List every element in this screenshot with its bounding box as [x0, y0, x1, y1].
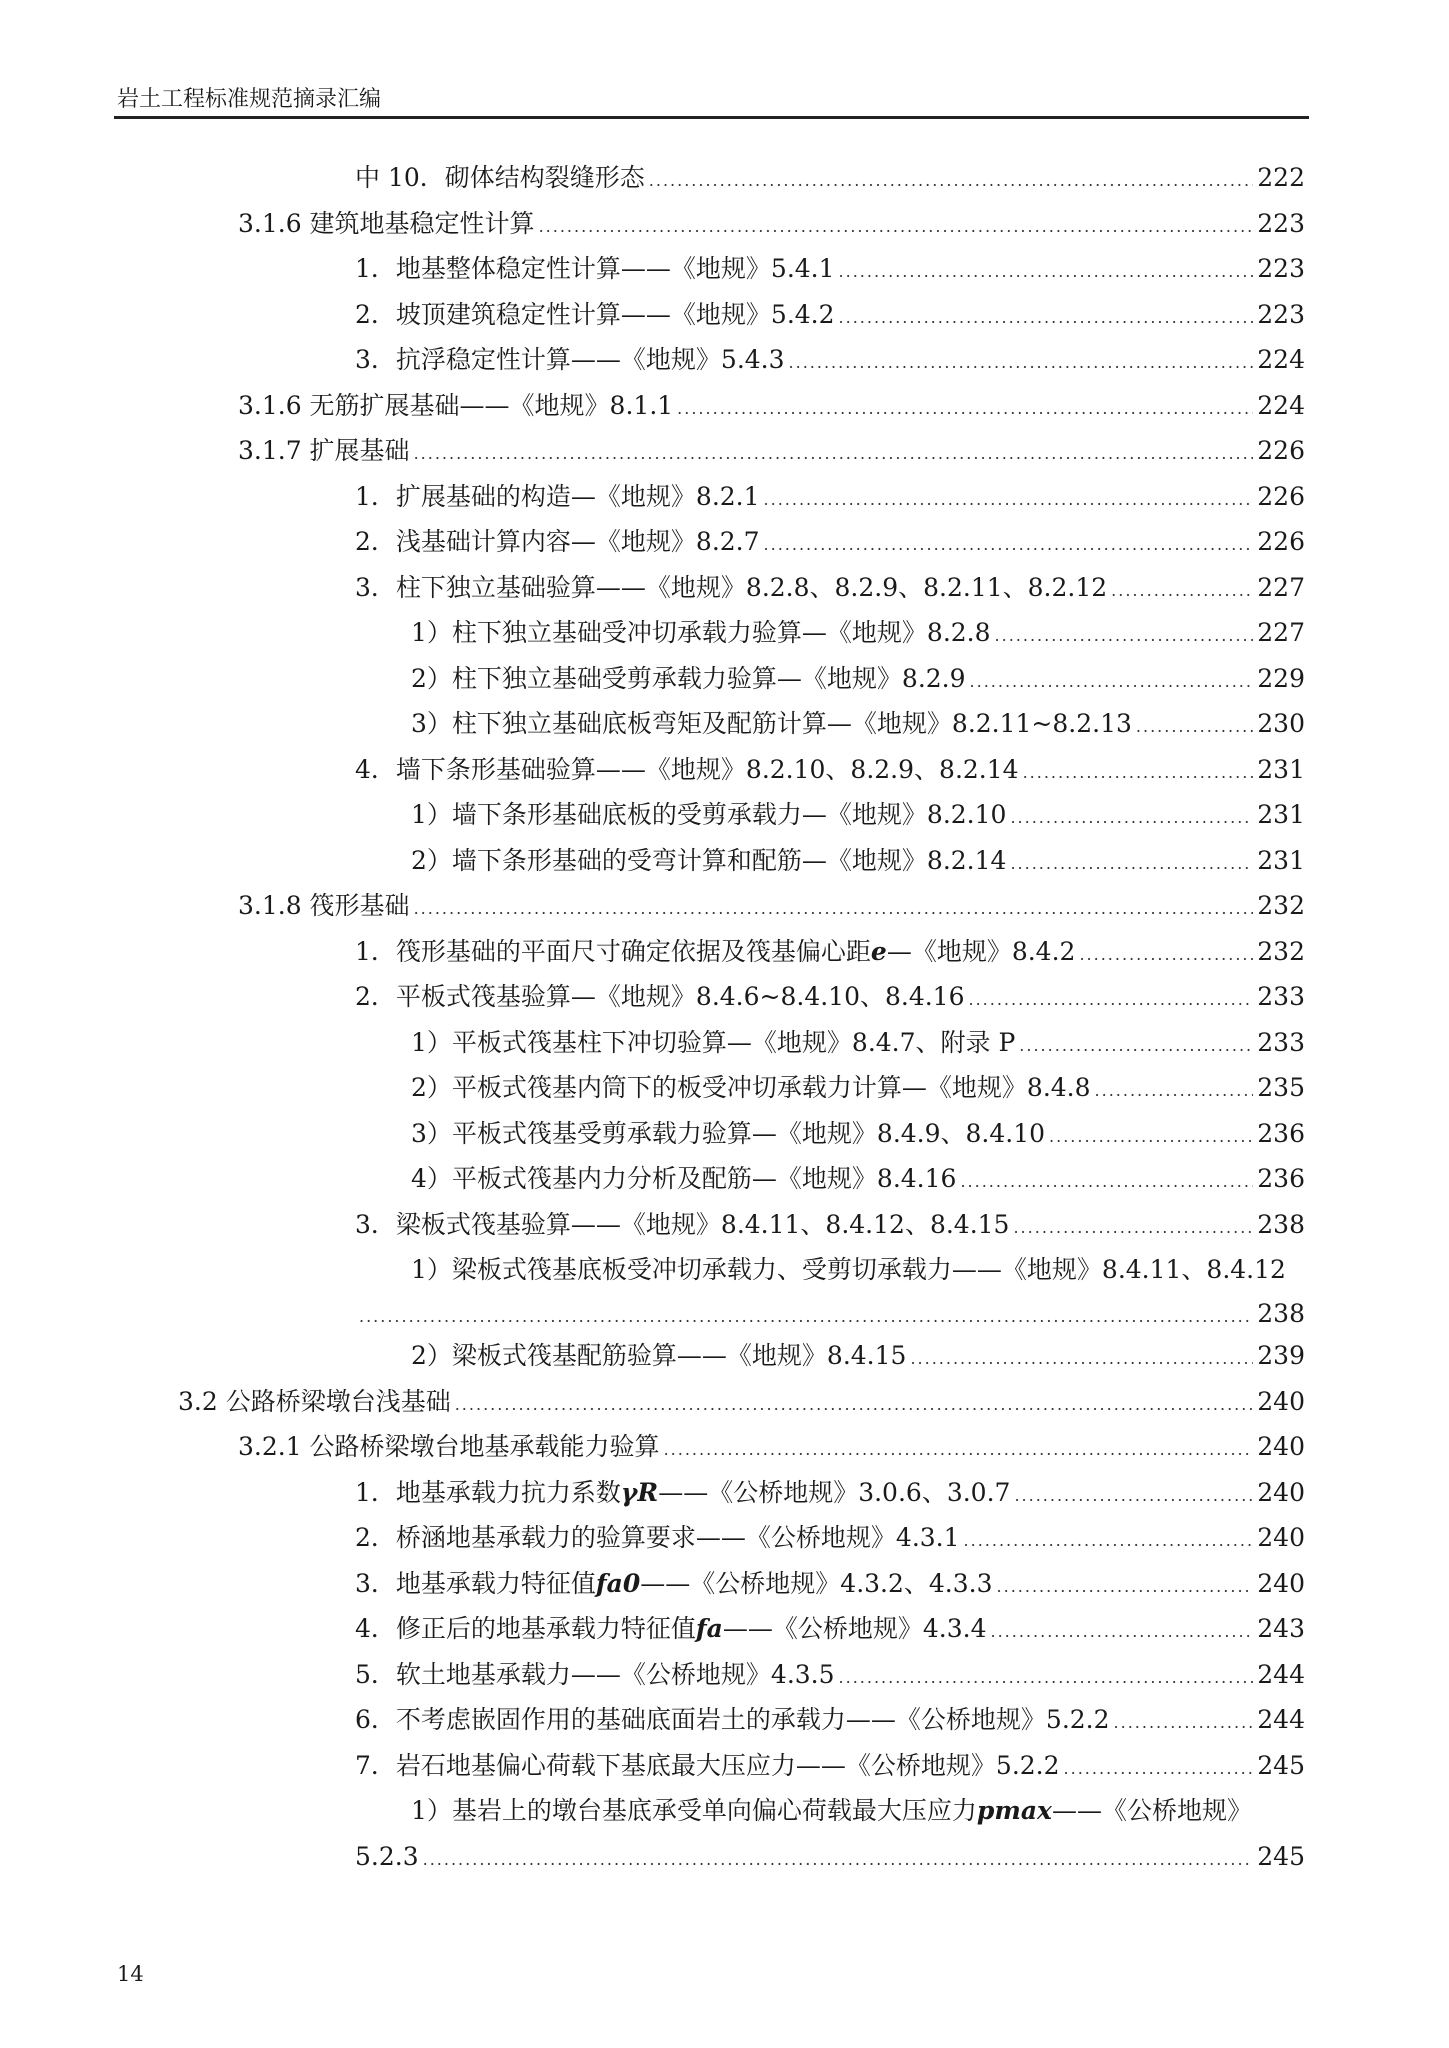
toc-entry[interactable]: 3.1.7 扩展基础 ..... 226 — [238, 431, 1305, 471]
toc-entry[interactable]: 3.2 公路桥梁墩台浅基础 ..... 240 — [178, 1382, 1305, 1422]
toc-entry[interactable]: 2）平板式筏基内筒下的板受冲切承载力计算—《地规》8.4.8 ..... 235 — [411, 1068, 1305, 1108]
symbol-fa0: fa0 — [595, 1569, 641, 1598]
toc-entry[interactable]: 中 10．砌体结构裂缝形态 ..... 222 — [355, 158, 1305, 198]
toc-entry[interactable]: 1．筏形基础的平面尺寸确定依据及筏基偏心距e—《地规》8.4.2 ..... 232 — [355, 932, 1305, 972]
toc-entry[interactable]: 3）平板式筏基受剪承载力验算—《地规》8.4.9、8.4.10 ..... 236 — [411, 1114, 1305, 1154]
toc-entry[interactable]: 1．扩展基础的构造—《地规》8.2.1 ..... 226 — [355, 477, 1305, 517]
toc-entry[interactable]: 3.1.6 无筋扩展基础——《地规》8.1.1 ..... 224 — [238, 386, 1305, 426]
toc-entry[interactable]: 3．梁板式筏基验算——《地规》8.4.11、8.4.12、8.4.15 ..... 238 — [355, 1205, 1305, 1245]
toc-entry[interactable]: 1）平板式筏基柱下冲切验算—《地规》8.4.7、附录 P ..... 233 — [411, 1023, 1305, 1063]
toc-entry[interactable]: 3.1.8 筏形基础 ..... 232 — [238, 886, 1305, 926]
symbol-e: e — [870, 937, 887, 966]
toc-entry[interactable]: 2．桥涵地基承载力的验算要求——《公桥地规》4.3.1 ..... 240 — [355, 1518, 1305, 1558]
toc-entry-continuation[interactable]: 5.2.3 ..... 245 — [355, 1837, 1305, 1877]
toc-entry[interactable]: 3.2.1 公路桥梁墩台地基承载能力验算 ..... 240 — [238, 1427, 1305, 1467]
toc-entry[interactable]: 1．地基整体稳定性计算——《地规》5.4.1 ..... 223 — [355, 249, 1305, 289]
toc-entry[interactable]: 1）墙下条形基础底板的受剪承载力—《地规》8.2.10 ..... 231 — [411, 795, 1305, 835]
toc-entry[interactable]: 4．修正后的地基承载力特征值fa——《公桥地规》4.3.4 ..... 243 — [355, 1609, 1305, 1649]
symbol-fa: fa — [695, 1614, 723, 1643]
toc-entry[interactable]: 5．软土地基承载力——《公桥地规》4.3.5 ..... 244 — [355, 1655, 1305, 1695]
running-header: 岩土工程标准规范摘录汇编 — [117, 87, 382, 112]
symbol-gamma-r: γR — [620, 1478, 659, 1507]
toc-entry-continuation[interactable]: ..... 238 — [355, 1294, 1305, 1334]
toc-entry[interactable]: 4．墙下条形基础验算——《地规》8.2.10、8.2.9、8.2.14 ..... 231 — [355, 750, 1305, 790]
toc-entry[interactable]: 3.1.6 建筑地基稳定性计算 ..... 223 — [238, 204, 1305, 244]
toc-entry[interactable]: 1．地基承载力抗力系数γR——《公桥地规》3.0.6、3.0.7 ..... 240 — [355, 1473, 1305, 1513]
toc-entry[interactable]: 1）柱下独立基础受冲切承载力验算—《地规》8.2.8 ..... 227 — [411, 613, 1305, 653]
toc-entry[interactable]: 2）梁板式筏基配筋验算——《地规》8.4.15 ..... 239 — [411, 1336, 1305, 1376]
toc-entry[interactable]: 3）柱下独立基础底板弯矩及配筋计算—《地规》8.2.11~8.2.13 ..... 230 — [411, 704, 1305, 744]
toc-entry[interactable]: 7．岩石地基偏心荷载下基底最大压应力——《公桥地规》5.2.2 ..... 245 — [355, 1746, 1305, 1786]
toc-entry[interactable]: 2）柱下独立基础受剪承载力验算—《地规》8.2.9 ..... 229 — [411, 659, 1305, 699]
page-number: 14 — [117, 1962, 144, 1986]
toc-entry[interactable]: 3．地基承载力特征值fa0——《公桥地规》4.3.2、4.3.3 ..... 240 — [355, 1564, 1305, 1604]
symbol-pmax: pmax — [976, 1796, 1052, 1825]
toc-entry[interactable]: 2）墙下条形基础的受弯计算和配筋—《地规》8.2.14 ..... 231 — [411, 841, 1305, 881]
toc-entry[interactable]: 2．平板式筏基验算—《地规》8.4.6~8.4.10、8.4.16 ..... 233 — [355, 977, 1305, 1017]
toc-entry[interactable]: 2．浅基础计算内容—《地规》8.2.7 ..... 226 — [355, 522, 1305, 562]
toc-entry[interactable]: 1）基岩上的墩台基底承受单向偏心荷载最大压应力pmax——《公桥地规》 — [411, 1796, 1252, 1825]
toc-entry[interactable]: 1）梁板式筏基底板受冲切承载力、受剪切承载力——《地规》8.4.11、8.4.12 — [411, 1255, 1286, 1284]
toc-entry[interactable]: 2．坡顶建筑稳定性计算——《地规》5.4.2 ..... 223 — [355, 295, 1305, 335]
toc-entry[interactable]: 6．不考虑嵌固作用的基础底面岩土的承载力——《公桥地规》5.2.2 ..... 244 — [355, 1700, 1305, 1740]
toc-entry[interactable]: 4）平板式筏基内力分析及配筋—《地规》8.4.16 ..... 236 — [411, 1159, 1305, 1199]
toc-entry[interactable]: 3．抗浮稳定性计算——《地规》5.4.3 ..... 224 — [355, 340, 1305, 380]
toc-entry[interactable]: 3．柱下独立基础验算——《地规》8.2.8、8.2.9、8.2.11、8.2.12 ..... 227 — [355, 568, 1305, 608]
